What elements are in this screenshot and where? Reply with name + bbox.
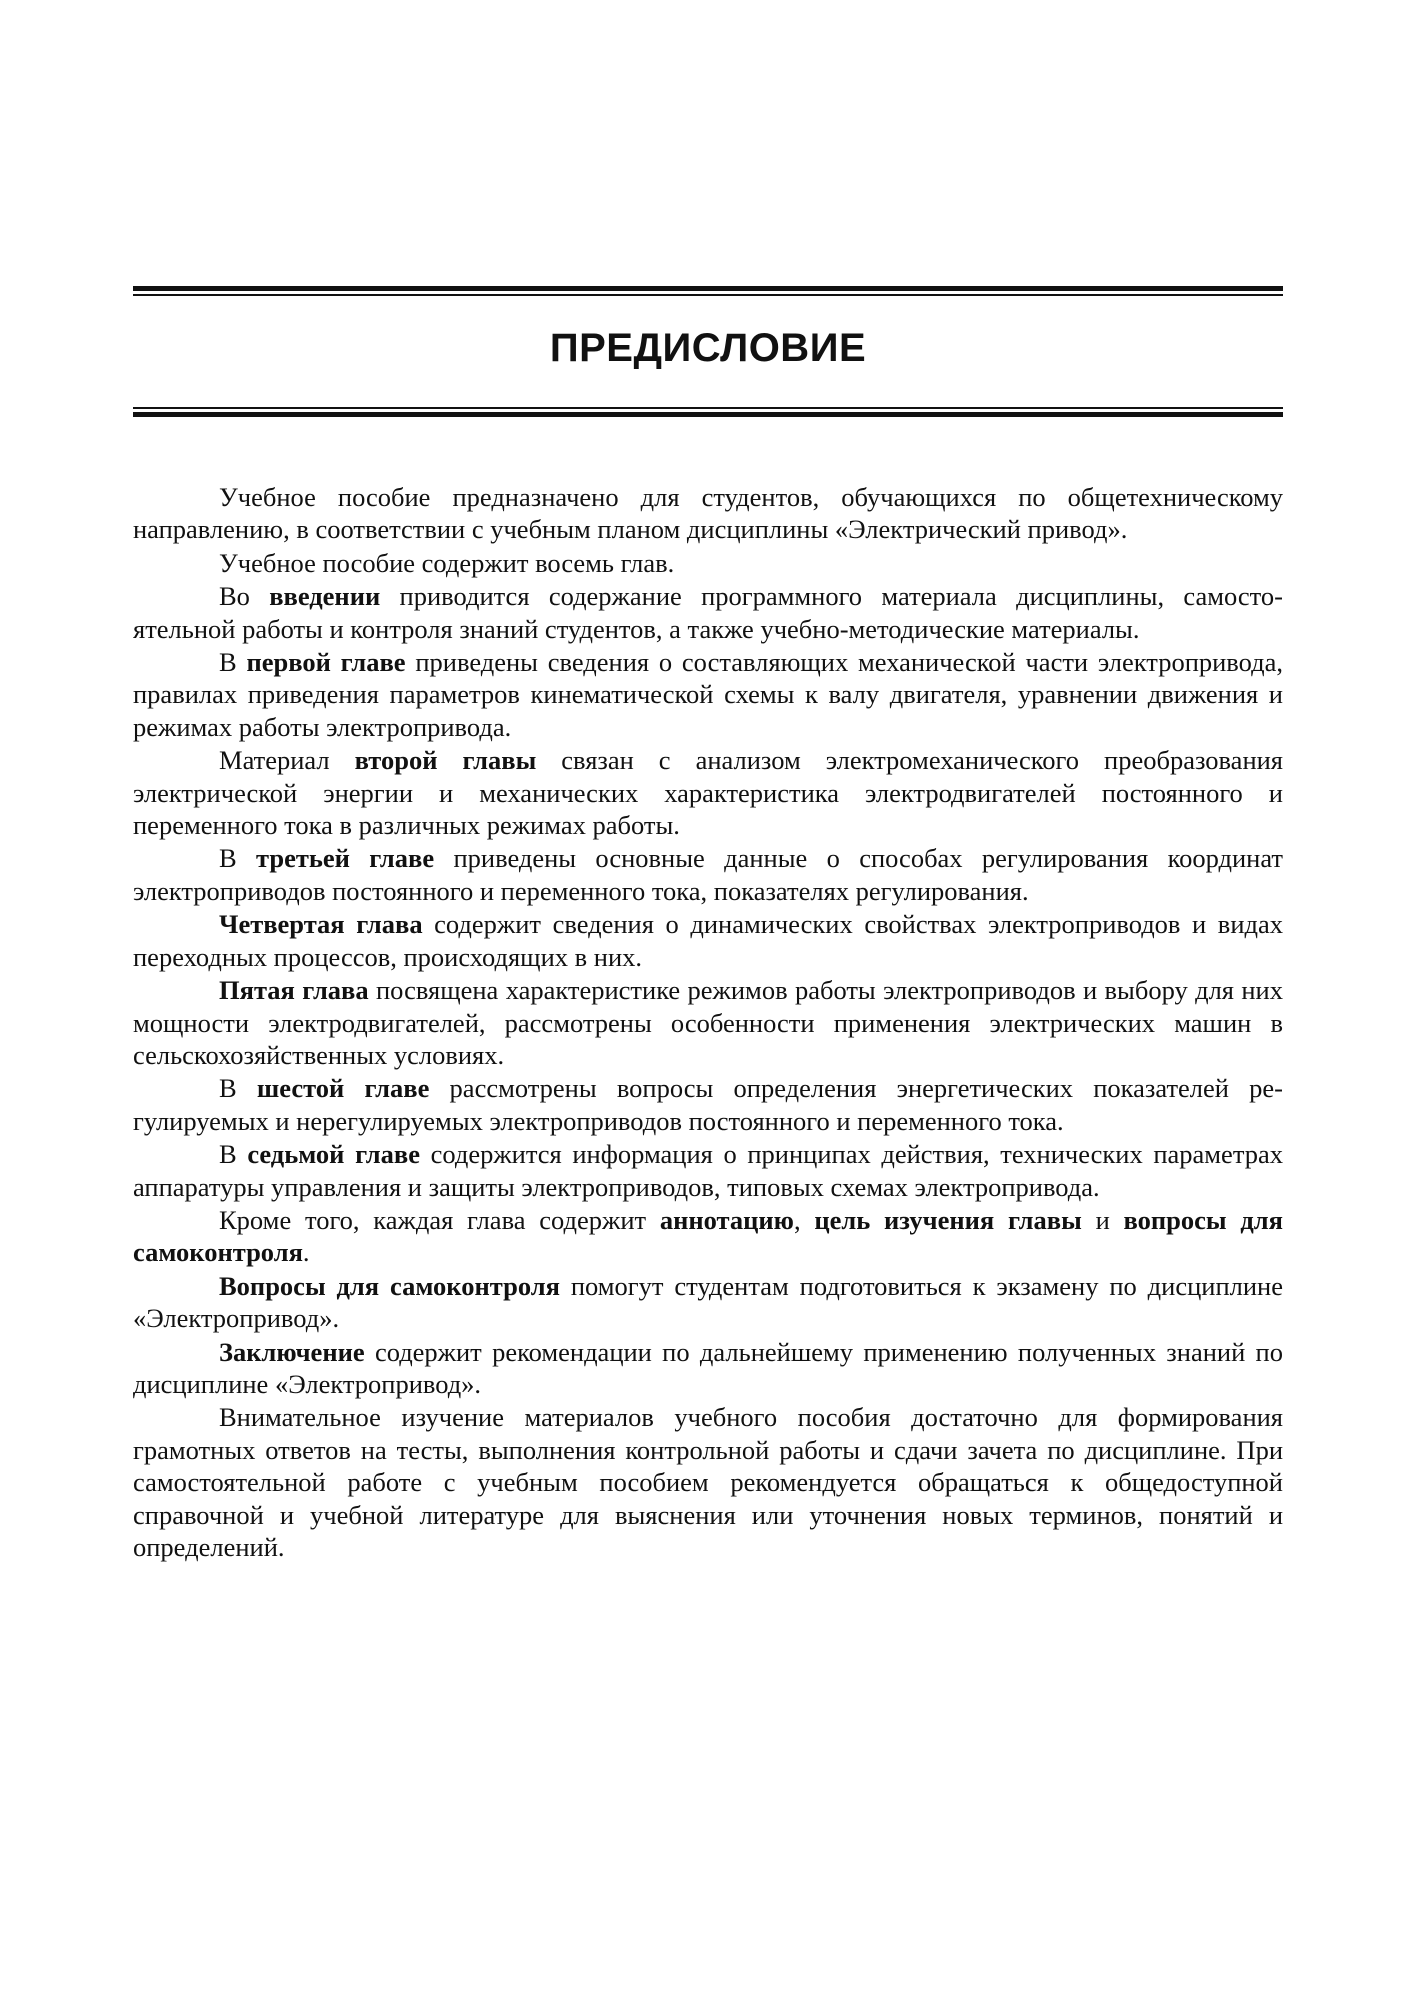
bold-term: цель изучения главы	[814, 1204, 1082, 1235]
bold-term: вопросы для самоконтроля	[133, 1204, 1284, 1268]
bold-term: Заключение	[219, 1336, 365, 1367]
bold-term: первой главе	[246, 647, 406, 678]
text-run: В	[219, 843, 257, 874]
paragraph	[133, 842, 1283, 907]
paragraph	[133, 1401, 1283, 1563]
bold-term: Пятая глава	[219, 975, 369, 1006]
text-run: Кроме того, каждая глава содержит	[219, 1204, 660, 1235]
text-run: связан с анализом электромеханического преобразования электрической энергии и механических характеристика электродвигателей постоянного и переменного тока в различных режимах работы.	[133, 745, 1283, 841]
text-run: .	[302, 1237, 310, 1268]
rule-thin-line	[133, 407, 1283, 409]
bottom-double-rule	[133, 407, 1283, 417]
paragraph	[133, 481, 1283, 546]
bold-term: второй главы	[354, 745, 537, 776]
text-run: Учебное пособие содержит восемь глав.	[219, 547, 675, 578]
bold-term: Вопросы для самоконтроля	[219, 1270, 560, 1301]
paragraph	[133, 1336, 1283, 1401]
text-run: В	[219, 1139, 248, 1170]
bold-term: шестой главе	[256, 1073, 430, 1104]
paragraph	[133, 1138, 1283, 1203]
paragraph	[133, 744, 1283, 841]
preface-body	[133, 481, 1283, 1564]
bold-term: аннотацию	[659, 1204, 794, 1235]
text-run: ,	[793, 1204, 815, 1235]
page-title: ПРЕДИСЛОВИЕ	[549, 326, 867, 370]
paragraph	[133, 1270, 1283, 1335]
paragraph	[133, 580, 1283, 645]
text-run: приводится содержание программного материала дисциплины, самостоятельной работы и контроля знаний студентов, а также учебно-методические материалы.	[133, 581, 1283, 644]
text-run: посвящена характеристике режимов работы электроприводов и выбору для них мощности электродвигателей, рассмотрены особенности применения электрических машин в сельскохозяйственных условиях.	[133, 975, 1283, 1070]
bold-term: Четвертая глава	[219, 909, 423, 940]
paragraph	[133, 974, 1283, 1071]
text-run: Во	[219, 581, 270, 612]
text-run: и	[1081, 1204, 1124, 1235]
paragraph	[133, 1204, 1283, 1269]
rule-thick-line	[133, 286, 1283, 291]
bold-term: введении	[269, 581, 381, 612]
text-run: рассмотрены вопросы определения энергетических показателей регулируемых и нерегулируемых электроприводов постоянного и переменного тока.	[133, 1073, 1283, 1136]
text-run: содержится информация о принципах действия, технических параметрах аппаратуры управления и защиты электроприводов, типовых схемах электропривода.	[133, 1139, 1283, 1202]
text-run: приведены основные данные о способах регулирования координат электроприводов постоянного и переменного тока, показателях регулирования.	[133, 843, 1284, 906]
text-run: В	[219, 1073, 257, 1104]
text-run: помогут студентам подготовиться к экзамену по дисциплине «Электропривод».	[133, 1270, 1284, 1334]
text-run: Учебное пособие предназначено для студентов, обучающихся по общетехническому направлению, в соответствии с учебным планом дисциплины «Электрический привод».	[133, 482, 1283, 545]
text-run: содержит сведения о динамических свойствах электроприводов и видах переходных процессов, происходящих в них.	[133, 909, 1283, 972]
rule-thin-line	[133, 294, 1283, 296]
text-run: содержит рекомендации по дальнейшему применению полученных знаний по дисциплине «Электропривод».	[133, 1336, 1283, 1399]
text-run: приведены сведения о составляющих механической части электропривода, правилах приведения параметров кинематической схемы к валу двигателя, уравнении движения и режимах работы электропривода.	[133, 647, 1283, 742]
paragraph	[133, 908, 1283, 973]
bold-term: седьмой главе	[247, 1139, 420, 1170]
paragraph	[133, 1072, 1283, 1137]
text-run: Материал	[219, 745, 355, 776]
text-run: Внимательное изучение материалов учебного пособия достаточно для формирования грамотных ответов на тесты, выполнения контрольной работы и сдачи зачета по дисциплине. При самостоятельной работе с учебным пособием рекомендуется обращаться к общедоступной справочной и учебной литературе для выяснения или уточнения новых терминов, понятий и определений.	[133, 1402, 1283, 1562]
paragraph	[133, 547, 1283, 579]
top-double-rule	[133, 286, 1283, 296]
paragraph	[133, 646, 1283, 743]
text-run: В	[219, 647, 247, 678]
bold-term: третьей главе	[256, 843, 435, 874]
rule-thick-line	[133, 412, 1283, 417]
